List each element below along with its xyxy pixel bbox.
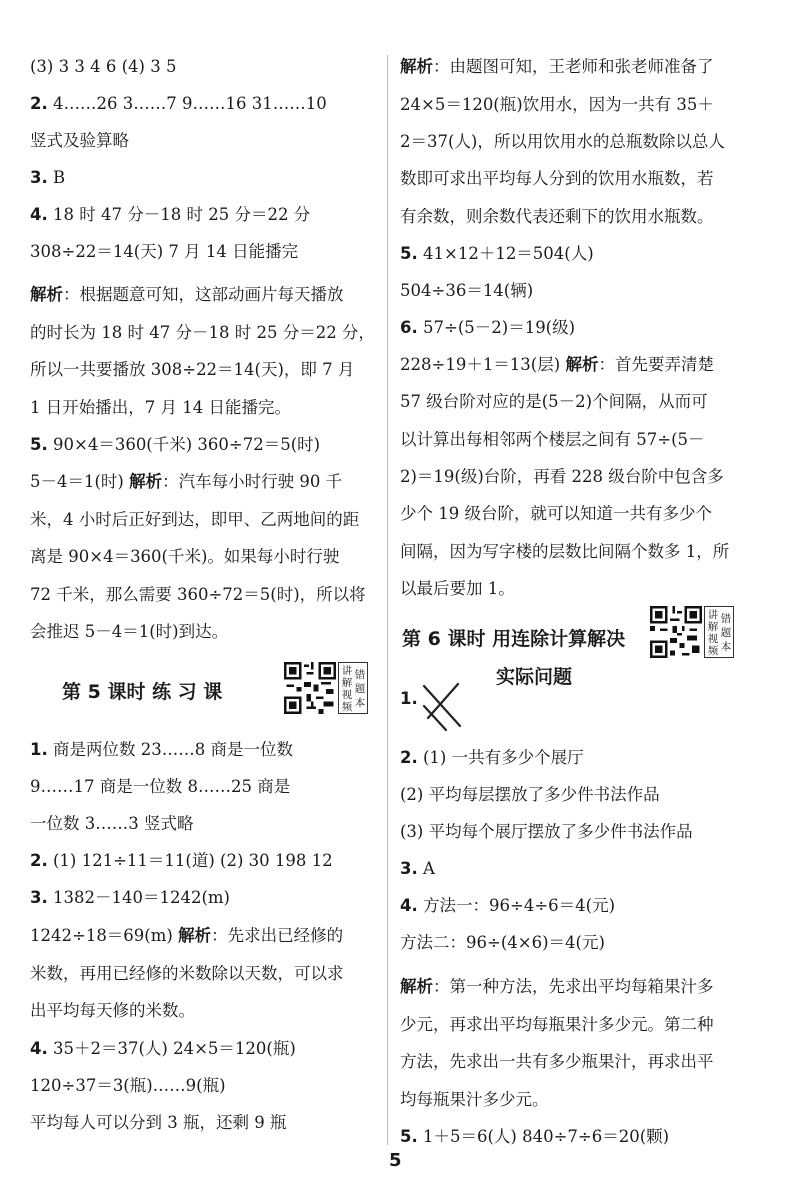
analysis-line: 少个 19 级台阶，就可以知道一共有多少个 — [400, 504, 712, 523]
question-number: 4. — [30, 1039, 48, 1058]
lesson-heading: 第 5 课时 练 习 课 — [62, 681, 223, 703]
qr-code-icon[interactable] — [284, 662, 336, 714]
answer-line: 504÷36＝14(辆) — [400, 281, 534, 300]
answer-line: 方法二：96÷(4×6)＝4(元) — [400, 933, 605, 952]
analysis-line: 以最后要加 1。 — [400, 579, 515, 598]
qr-label-char: 本 — [720, 641, 732, 653]
question-number: 2. — [30, 94, 48, 113]
question-number: 1. — [400, 689, 418, 708]
analysis-line: 72 千米，那么需要 360÷72＝5(时)，所以将 — [30, 585, 366, 604]
analysis-line: 间隔，因为写字楼的层数比间隔个数多 1，所 — [400, 542, 730, 561]
answer-line: 一位数 3……3 竖式略 — [30, 814, 194, 833]
answer-text: 228÷19＋1＝13(层) — [400, 355, 566, 374]
question-number: 3. — [30, 168, 48, 187]
answer-line — [400, 747, 584, 769]
answer-line — [30, 850, 333, 872]
answer-line — [400, 1126, 669, 1148]
analysis-line: 有余数，则余数代表还剩下的饮用水瓶数。 — [400, 207, 714, 226]
analysis-line: 方法，先求出一共有多少瓶果汁，再求出平 — [400, 1052, 714, 1071]
answer-text: 57÷(5－2)＝19(级) — [423, 318, 576, 337]
answer-line: 9……17 商是一位数 8……25 商是 — [30, 777, 291, 796]
answer-line: 竖式及验算略 — [30, 131, 129, 150]
answer-line — [400, 858, 435, 880]
answer-line — [30, 925, 343, 947]
answer-text: 商是两位数 23……8 商是一位数 — [53, 740, 293, 759]
analysis-text: ：第一种方法，先求出平均每箱果汁多 — [433, 977, 714, 996]
answer-text: 方法一：96÷4÷6＝4(元) — [423, 896, 616, 915]
analysis-label: 解析 — [565, 355, 599, 374]
analysis-line: 少元，再求出平均每瓶果汁多少元。第二种 — [400, 1015, 714, 1034]
answer-line — [400, 354, 714, 376]
answer-text: 41×12＋12＝504(人) — [423, 244, 594, 263]
analysis-line — [400, 976, 714, 998]
answer-text: B — [53, 168, 66, 187]
qr-label — [338, 662, 368, 714]
answer-text: (1) 121÷11＝11(道) (2) 30 198 12 — [53, 851, 333, 870]
analysis-label: 解析 — [178, 926, 212, 945]
analysis-line: 会推迟 5－4＝1(时)到达。 — [30, 622, 229, 641]
answer-text: (1) 一共有多少个展厅 — [423, 748, 584, 767]
question-number: 6. — [400, 318, 418, 337]
analysis-line: 24×5＝120(瓶)饮用水，因为一共有 35＋ — [400, 95, 714, 114]
qr-label-char: 题 — [720, 627, 732, 639]
question-number: 5. — [400, 1127, 418, 1146]
answer-text: 35＋2＝37(人) 24×5＝120(瓶) — [53, 1039, 296, 1058]
qr-label-char: 讲 — [341, 665, 353, 677]
analysis-text: ：由题图可知，王老师和张老师准备了 — [433, 57, 714, 76]
answer-text: 18 时 47 分－18 时 25 分＝22 分 — [53, 205, 311, 224]
analysis-text: ：汽车每小时行驶 90 千 — [162, 472, 343, 491]
answer-line — [400, 895, 615, 917]
qr-code-icon[interactable] — [650, 606, 702, 658]
answer-text: 4……26 3……7 9……16 31……10 — [53, 94, 327, 113]
analysis-label: 解析 — [400, 57, 433, 76]
answer-line — [400, 243, 594, 265]
answer-line: (3) 平均每个展厅摆放了多少件书法作品 — [400, 822, 693, 841]
answer-line: (2) 平均每层摆放了多少件书法作品 — [400, 785, 660, 804]
answer-text: 1＋5＝6(人) 840÷7÷6＝20(颗) — [423, 1127, 670, 1146]
question-number: 4. — [30, 205, 48, 224]
question-number: 3. — [30, 888, 48, 907]
qr-label-char: 讲 — [707, 609, 719, 621]
analysis-line: 数即可求出平均每人分到的饮用水瓶数，若 — [400, 169, 714, 188]
answer-text: 1242÷18＝69(m) — [30, 926, 179, 945]
qr-label-char: 本 — [354, 697, 366, 709]
matching-line — [428, 684, 458, 718]
question-number: 5. — [30, 435, 48, 454]
matching-lines-diagram — [420, 680, 464, 732]
answer-text: A — [423, 859, 435, 878]
analysis-line: 所以一共要播放 308÷22＝14(天)，即 7 月 — [30, 360, 355, 379]
answer-line — [30, 93, 327, 115]
analysis-line: 的时长为 18 时 47 分－18 时 25 分＝22 分， — [30, 323, 375, 342]
analysis-text: ：首先要弄清楚 — [598, 355, 714, 374]
analysis-line — [30, 284, 344, 306]
column-divider — [387, 55, 388, 1145]
analysis-line: 2)＝19(级)台阶，再看 228 级台阶中包含多 — [400, 467, 724, 486]
answer-line — [30, 739, 293, 761]
analysis-line: 57 级台阶对应的是(5－2)个间隔，从而可 — [400, 392, 708, 411]
qr-label-char: 错 — [720, 613, 732, 625]
analysis-line: 1 日开始播出，7 月 14 日能播完。 — [30, 398, 291, 417]
matching-line — [424, 686, 460, 726]
analysis-line: 米数，再用已经修的米数除以天数，可以求 — [30, 964, 344, 983]
analysis-line: 出平均每天修的米数。 — [30, 1001, 195, 1020]
qr-label-char: 题 — [354, 683, 366, 695]
qr-label-char: 解 — [707, 621, 719, 633]
answer-line — [30, 204, 310, 226]
analysis-line: 离是 90×4＝360(千米)。如果每小时行驶 — [30, 547, 340, 566]
page-number: 5 — [389, 1150, 402, 1171]
question-number: 1. — [30, 740, 48, 759]
qr-label-char: 错 — [354, 669, 366, 681]
answer-text: 1382－140＝1242(m) — [53, 888, 230, 907]
qr-label-char: 视 — [707, 633, 719, 645]
lesson-heading-line2: 实际问题 — [496, 666, 573, 688]
lesson-heading: 第 6 课时 用连除计算解决 — [402, 628, 626, 650]
question-number: 5. — [400, 244, 418, 263]
answer-text: 90×4＝360(千米) 360÷72＝5(时) — [53, 435, 321, 454]
analysis-label: 解析 — [129, 472, 163, 491]
qr-label-char: 频 — [707, 645, 719, 657]
analysis-text: ：先求出已经修的 — [211, 926, 344, 945]
answer-line: 308÷22＝14(天) 7 月 14 日能播完 — [30, 242, 299, 261]
analysis-text: ：根据题意可知，这部动画片每天播放 — [63, 285, 344, 304]
analysis-label: 解析 — [30, 285, 63, 304]
analysis-label: 解析 — [400, 977, 433, 996]
answer-text: 5－4＝1(时) — [30, 472, 130, 491]
answer-line: (3) 3 3 4 6 (4) 3 5 — [30, 57, 177, 76]
answer-line — [400, 688, 418, 710]
answer-line: 120÷37＝3(瓶)……9(瓶) — [30, 1076, 226, 1095]
question-number: 4. — [400, 896, 418, 915]
answer-line — [30, 471, 342, 493]
analysis-line: 均每瓶果汁多少元。 — [400, 1090, 549, 1109]
qr-label-char: 解 — [341, 677, 353, 689]
qr-label — [704, 606, 734, 658]
question-number: 3. — [400, 859, 418, 878]
answer-line — [400, 317, 575, 339]
question-number: 2. — [30, 851, 48, 870]
qr-label-char: 频 — [341, 701, 353, 713]
analysis-line — [400, 56, 714, 78]
answer-line — [30, 1038, 296, 1060]
qr-label-char: 视 — [341, 689, 353, 701]
answer-line — [30, 887, 230, 909]
answer-line — [30, 434, 320, 456]
answer-line: 平均每人可以分到 3 瓶，还剩 9 瓶 — [30, 1113, 287, 1132]
answer-line — [30, 167, 65, 189]
analysis-line: 米，4 小时后正好到达，即甲、乙两地间的距 — [30, 510, 360, 529]
analysis-line: 以计算出每相邻两个楼层之间有 57÷(5－ — [400, 430, 705, 449]
analysis-line: 2＝37(人)，所以用饮用水的总瓶数除以总人 — [400, 132, 725, 151]
question-number: 2. — [400, 748, 418, 767]
